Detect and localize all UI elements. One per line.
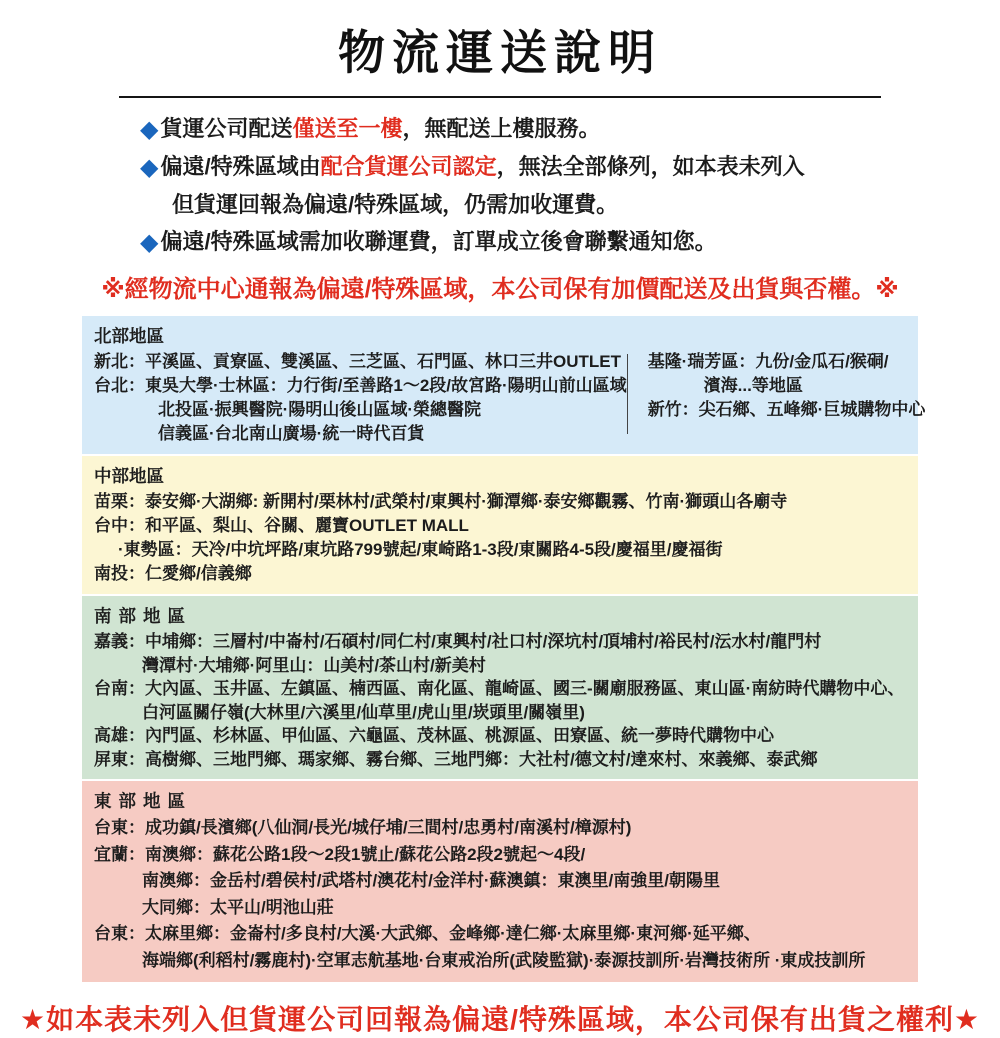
region-line: 南投：仁愛鄉/信義鄉 [94,564,252,583]
bullet-3-text: 偏遠/特殊區域需加收聯運費，訂單成立後會聯繫通知您。 [160,229,717,254]
diamond-bullet-icon: ◆ [140,229,159,256]
region-line: 新竹：尖石鄉、五峰鄉·巨城購物中心 [647,400,926,419]
region-line: 信義區·台北南山廣場·統一時代百貨 [158,424,425,443]
region-line: 台北：東吳大學·士林區：力行街/至善路1～2段/故宮路·陽明山前山區域 [94,376,627,395]
region-line: 嘉義：中埔鄉：三層村/中崙村/石碩村/同仁村/東興村/社口村/深坑村/頂埔村/裕民村/沄水村/龍門村 [94,632,822,651]
region-line: 苗栗：泰安鄉·大湖鄉: 新開村/栗林村/武榮村/東興村·獅潭鄉·泰安鄉觀霧、竹南·獅頭山各廟寺 [94,492,788,511]
diamond-bullet-icon: ◆ [140,154,159,181]
region-central-title: 中部地區 [94,466,164,486]
region-east-title: 東部地區 [94,791,192,811]
region-line: 台東：成功鎮/長濱鄉(八仙洞/長光/城仔埔/三間村/忠勇村/南溪村/樟源村) [94,818,632,837]
region-line: 屏東：高樹鄉、三地門鄉、瑪家鄉、霧台鄉、三地門鄉：大社村/德文村/達來村、來義鄉、泰武鄉 [94,749,818,769]
region-north [82,316,926,454]
bullet-item-2 [140,148,1000,186]
warning-banner: ※經物流中心通報為偏遠/特殊區域，本公司保有加價配送及出貨與否權。※ [101,276,899,303]
region-boxes [82,316,926,982]
region-line: 濱海...等地區 [703,376,803,395]
bullet-item-1 [140,110,1000,148]
region-line: 台東：太麻里鄉：金崙村/多良村/大溪·大武鄉、金峰鄉·達仁鄉·太麻里鄉·東河鄉·延平鄉、 [94,924,761,943]
region-line: 北投區·振興醫院·陽明山後山區域·榮總醫院 [158,400,481,419]
region-north-title: 北部地區 [94,326,164,346]
region-line: 白河區關仔嶺(大林里/六溪里/仙草里/虎山里/崁頭里/關嶺里) [142,702,585,722]
region-line: 高雄：內門區、杉林區、甲仙區、六龜區、茂林區、桃源區、田寮區、統一夢時代購物中心 [94,726,774,745]
diamond-bullet-icon: ◆ [140,116,159,143]
region-line: 台南：大內區、玉井區、左鎮區、楠西區、南化區、龍崎區、國三-關廟服務區、東山區·南紡時代購物中心、 [94,679,905,698]
title-divider [119,96,881,98]
bullet-item-3 [140,223,1000,261]
region-east [82,781,918,982]
region-line: 新北：平溪區、貢寮區、雙溪區、三芝區、石門區、林口三井OUTLET [94,352,621,371]
footer-disclaimer: ★如本表未列入但貨運公司回報為偏遠/特殊區域，本公司保有出貨之權利★ [20,1004,980,1035]
bullet-1-text-tail: ，無配送上樓服務。 [402,116,601,141]
bullet-2-highlight: 配合貨運公司認定 [320,154,497,179]
region-line: 宜蘭：南澳鄉：蘇花公路1段～2段1號止/蘇花公路2段2號起～4段/ [94,844,586,864]
region-north-left-column [94,350,627,446]
region-line: 南澳鄉：金岳村/碧侯村/武塔村/澳花村/金洋村·蘇澳鎮：東澳里/南強里/朝陽里 [142,871,720,890]
bullet-2-text: 偏遠/特殊區域由 [160,154,321,179]
region-south [82,596,918,779]
notice-bullets [140,110,1000,261]
region-central [82,456,918,594]
region-line: 灣潭村·大埔鄉·阿里山：山美村/茶山村/新美村 [142,655,486,675]
bullet-1-highlight: 僅送至一樓 [292,116,403,141]
bullet-1-text: 貨運公司配送 [160,116,293,141]
region-line: 基隆·瑞芳區：九份/金瓜石/猴硐/ [647,352,889,371]
bullet-2-text-tail: ，無法全部條列，如本表未列入 [496,154,805,179]
region-line: ·東勢區：天冷/中坑坪路/東坑路799號起/東崎路1-3段/東關路4-5段/慶福里/慶福街 [118,540,723,559]
bullet-item-2-continuation: 但貨運回報為偏遠/特殊區域，仍需加收運費。 [172,192,619,217]
region-line: 海端鄉(利稻村/霧鹿村)·空軍志航基地·台東戒治所(武陵監獄)·泰源技訓所·岩灣技術所 ·東成技訓所 [142,950,866,970]
region-line: 大同鄉：太平山/明池山莊 [142,897,334,917]
region-north-right-column [628,350,926,446]
region-south-title: 南部地區 [94,606,192,626]
region-north-columns [94,350,926,446]
page-title: 物流運送說明 [338,26,662,79]
region-line: 台中：和平區、梨山、谷關、麗寶OUTLET MALL [94,516,469,535]
